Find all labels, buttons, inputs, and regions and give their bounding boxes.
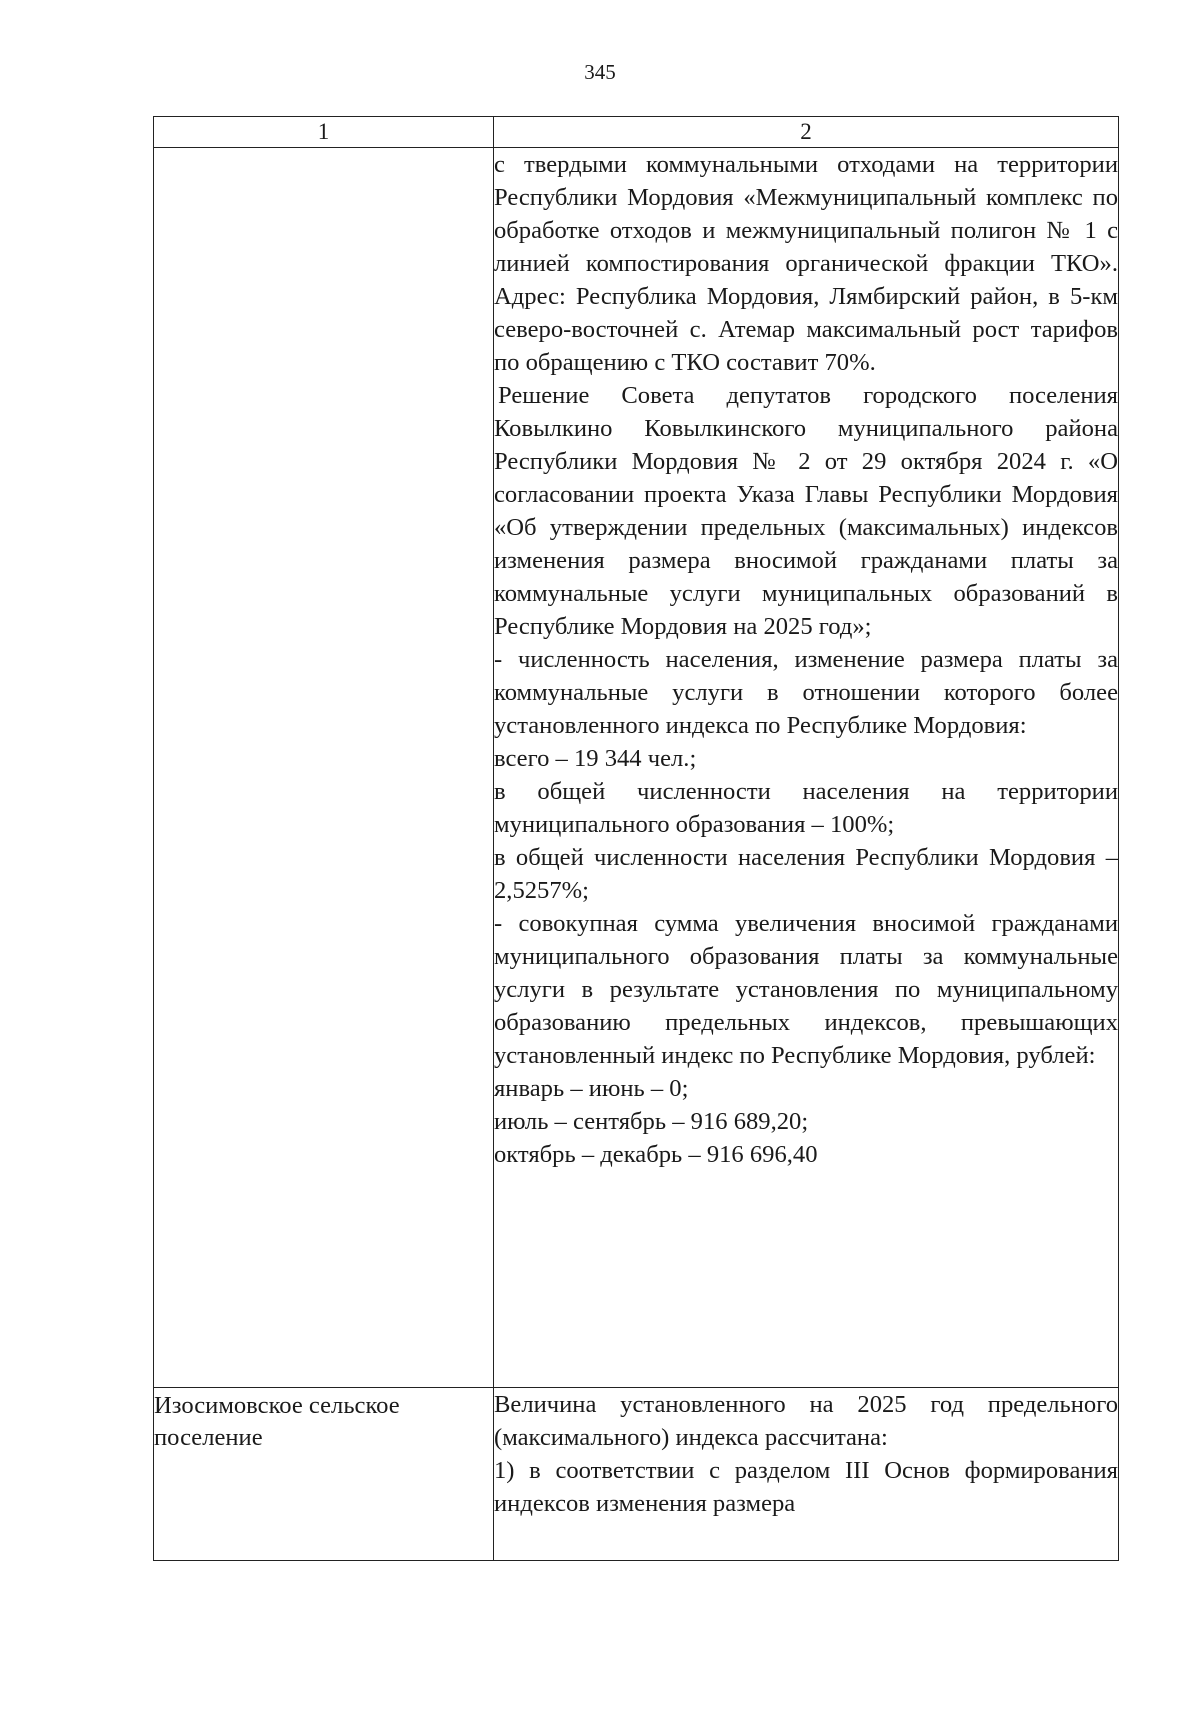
paragraph: октябрь – декабрь – 916 696,40	[494, 1141, 818, 1168]
paragraph: с твердыми коммунальными отходами на территории Республики Мордовия «Межмуниципальный комплекс по обработке отходов и межмуниципальный полигон № 1 с линией компостирования органической фракции ТКО». Адрес: Республика Мордовия, Лямбирский район, в 5-км северо-восточней с. Атемар максимальный рост тарифов по обращению с ТКО составит 70%.	[494, 151, 1118, 376]
table-header-row	[154, 117, 1119, 148]
row-1-col-1	[154, 148, 494, 1388]
row-2-col-2	[494, 1388, 1119, 1561]
paragraph: июль – сентябрь – 916 689,20;	[494, 1108, 809, 1135]
paragraph: январь – июнь – 0;	[494, 1075, 689, 1102]
paragraph: Величина установленного на 2025 год предельного (максимального) индекса рассчитана:	[494, 1391, 1118, 1451]
column-header-2: 2	[494, 117, 1119, 148]
row-2-col-1: Изосимовское сельское поселение	[154, 1388, 494, 1561]
paragraph: всего – 19 344 чел.;	[494, 745, 697, 772]
paragraph: - совокупная сумма увеличения вносимой гражданами муниципального образования платы за коммунальные услуги в результате установления по муниципальному образованию предельных индексов, превышающих установленный индекс по Республике Мордовия, рублей:	[494, 910, 1118, 1069]
table-row	[154, 148, 1119, 1388]
document-table	[153, 116, 1119, 1561]
paragraph: - численность населения, изменение размера платы за коммунальные услуги в отношении которого более установленного индекса по Республике Мордовия:	[494, 646, 1118, 739]
table-row	[154, 1388, 1119, 1561]
paragraph: в общей численности населения на территории муниципального образования – 100%;	[494, 778, 1118, 838]
paragraph: в общей численности населения Республики Мордовия – 2,5257%;	[494, 844, 1118, 904]
column-header-1: 1	[154, 117, 494, 148]
page-number: 345	[584, 60, 616, 84]
row-1-col-2	[494, 148, 1119, 1388]
paragraph: Решение Совета депутатов городского поселения Ковылкино Ковылкинского муниципального района Республики Мордовия № 2 от 29 октября 2024 г. «О согласовании проекта Указа Главы Республики Мордовия «Об утверждении предельных (максимальных) индексов изменения размера вносимой гражданами платы за коммунальные услуги муниципальных образований в Республике Мордовия на 2025 год»;	[494, 382, 1118, 640]
paragraph: 1) в соответствии с разделом III Основ формирования индексов изменения размера	[494, 1457, 1118, 1517]
